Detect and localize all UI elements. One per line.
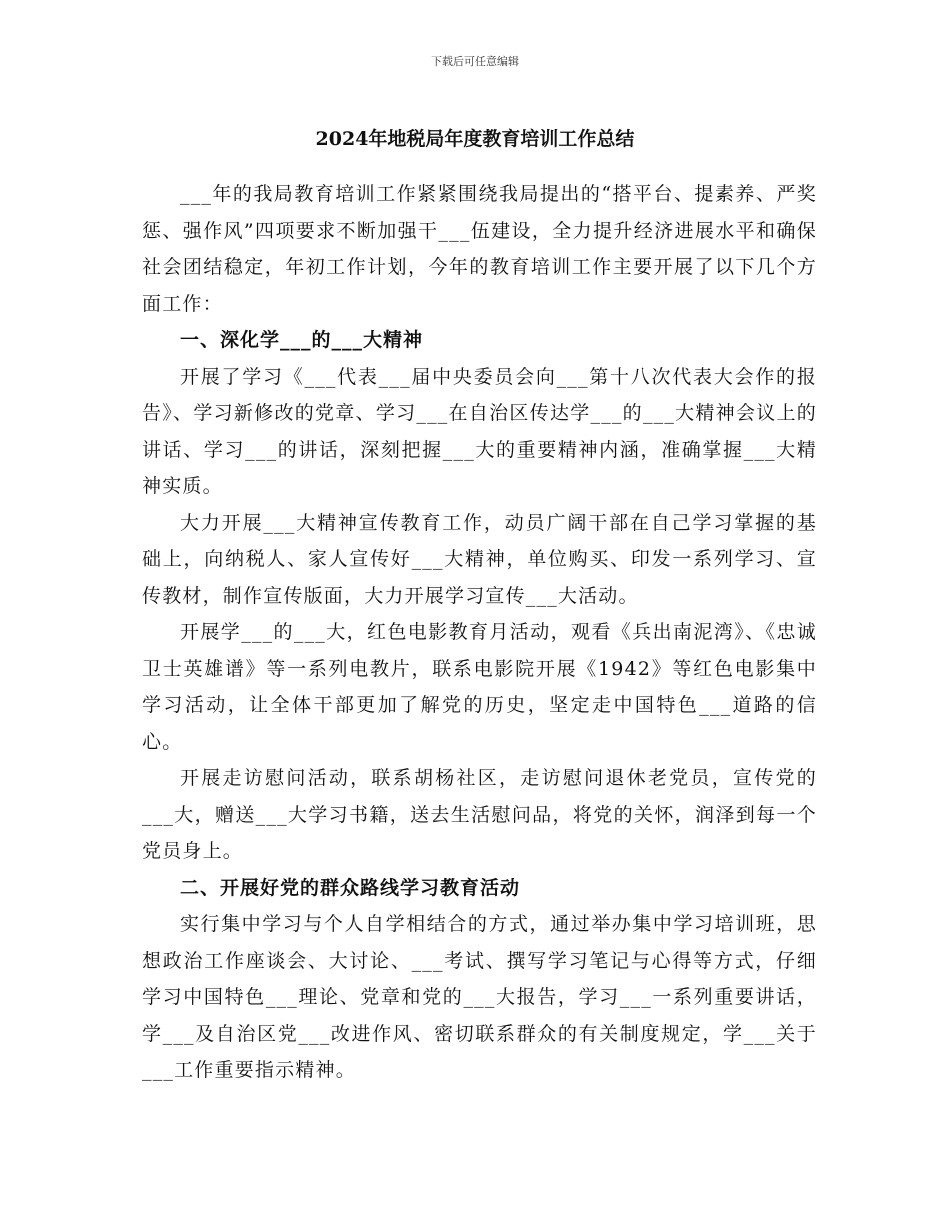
paragraph-intro: ___年的我局教育培训工作紧紧围绕我局提出的“搭平台、提素养、严奖惩、强作风”四项要求不断加强干___伍建设，全力提升经济进展水平和确保社会团结稳定，年初工作计划，今年的教育培训工作主要开展了以下几个方面工作： xyxy=(142,183,817,315)
document-body xyxy=(142,176,817,1089)
section-heading-2: 二、开展好党的群众路线学习教育活动 xyxy=(180,876,521,899)
paragraph: 大力开展___大精神宣传教育工作，动员广阔干部在自己学习掌握的基础上，向纳税人、家人宣传好___大精神，单位购买、印发一系列学习、宣传教材，制作宣传版面，大力开展学习宣传___大活动。 xyxy=(142,511,817,607)
paragraph: 开展了学习《___代表___届中央委员会向___第十八次代表大会作的报告》、学习新修改的党章、学习___在自治区传达学___的___大精神会议上的讲话、学习___的讲话，深刻把握___大的重要精神内涵，准确掌握___大精神实质。 xyxy=(142,365,817,497)
paragraph: 开展走访慰问活动，联系胡杨社区，走访慰问退休老党员，宣传党的___大，赠送___大学习书籍，送去生活慰问品，将党的关怀，润泽到每一个党员身上。 xyxy=(142,767,817,862)
document-title: 2024年地税局年度教育培训工作总结 xyxy=(315,128,635,150)
paragraph: 开展学___的___大，红色电影教育月活动，观看《兵出南泥湾》、《忠诚卫士英雄谱》等一系列电教片，联系电影院开展《1942》等红色电影集中学习活动，让全体干部更加了解党的历史，坚定走中国特色___道路的信心。 xyxy=(142,621,817,753)
paragraph: 实行集中学习与个人自学相结合的方式，通过举办集中学习培训班，思想政治工作座谈会、大讨论、___考试、撰写学习笔记与心得等方式，仔细学习中国特色___理论、党章和党的___大报告，学习___一系列重要讲话，学___及自治区党___改进作风、密切联系群众的有关制度规定，学___关于___工作重要指示精神。 xyxy=(142,913,817,1081)
section-heading-1: 一、深化学___的___大精神 xyxy=(180,329,424,351)
header-note: 下载后可任意编辑 xyxy=(431,55,519,68)
